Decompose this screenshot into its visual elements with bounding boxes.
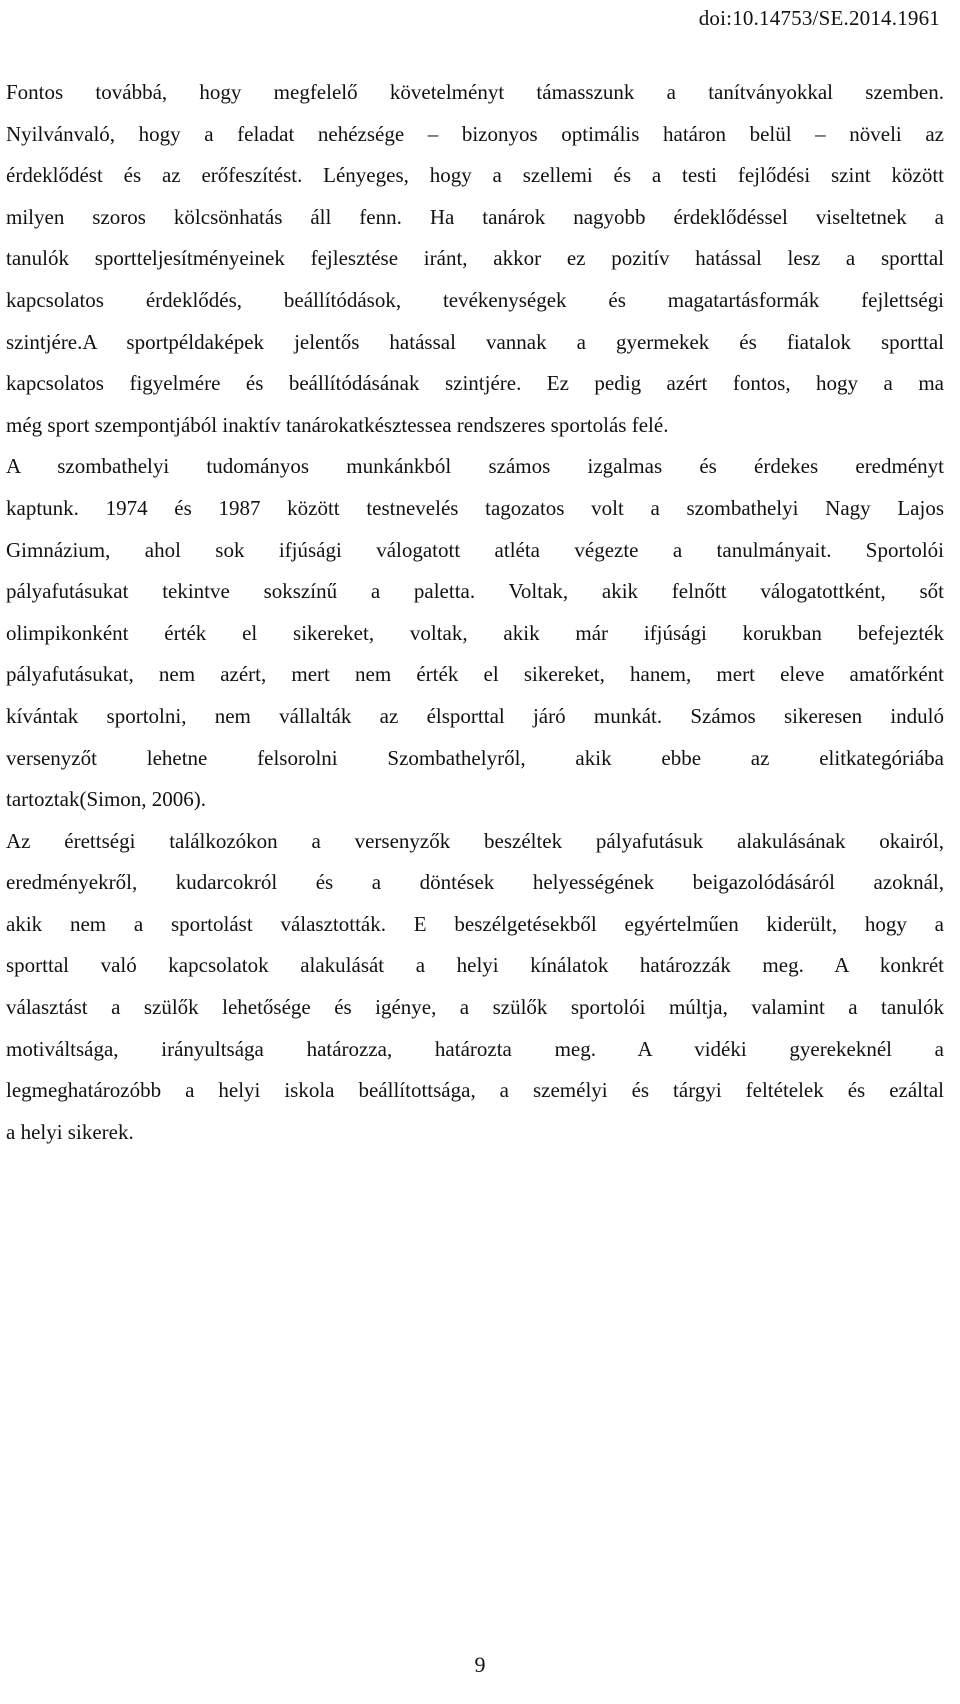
text-line: legmeghatározóbb a helyi iskola beállítottsága, a személyi és tárgyi feltételek és ezáltal	[6, 1078, 944, 1103]
text-line: kívántak sportolni, nem vállalták az élsporttal járó munkát. Számos sikeresen induló	[6, 703, 944, 728]
text-line: a helyi sikerek.	[6, 1119, 134, 1144]
text-line: Nyilvánvaló, hogy a feladat nehézsége – bizonyos optimális határon belül – növeli az	[6, 121, 944, 146]
text-line: kapcsolatos érdeklődés, beállítódások, tevékenységek és magatartásformák fejlettségi	[6, 287, 944, 312]
text-line: pályafutásukat, nem azért, mert nem érték el sikereket, hanem, mert eleve amatőrként	[6, 662, 944, 687]
page-number: 9	[474, 1652, 486, 1677]
text-line: Az érettségi találkozókon a versenyzők beszéltek pályafutásuk alakulásának okairól,	[6, 828, 944, 853]
text-line: tartoztak(Simon, 2006).	[6, 787, 207, 812]
text-line: pályafutásukat tekintve sokszínű a paletta. Voltak, akik felnőtt válogatottként, sőt	[6, 579, 944, 604]
text-line: eredményekről, kudarcokról és a döntések helyességének beigazolódásáról azoknál,	[6, 870, 944, 895]
body-text	[6, 72, 944, 1153]
text-line: milyen szoros kölcsönhatás áll fenn. Ha tanárok nagyobb érdeklődéssel viseltetnek a	[6, 204, 944, 229]
text-line: akik nem a sportolást választották. E beszélgetésekből egyértelműen kiderült, hogy a	[6, 911, 944, 936]
text-line: sporttal való kapcsolatok alakulását a helyi kínálatok határozzák meg. A konkrét	[6, 953, 944, 978]
text-line: választást a szülők lehetősége és igénye, a szülők sportolói múltja, valamint a tanulók	[6, 995, 944, 1020]
text-line: Gimnázium, ahol sok ifjúsági válogatott atléta végezte a tanulmányait. Sportolói	[6, 537, 944, 562]
doi-header: doi:10.14753/SE.2014.1961	[698, 6, 940, 30]
text-line: még sport szempontjából inaktív tanárokatkésztessea rendszeres sportolás felé.	[6, 412, 669, 437]
text-line: motiváltsága, irányultsága határozza, határozta meg. A vidéki gyerekeknél a	[6, 1036, 944, 1061]
text-line: szintjére.A sportpéldaképek jelentős hatással vannak a gyermekek és fiatalok sporttal	[6, 329, 944, 354]
text-line: érdeklődést és az erőfeszítést. Lényeges, hogy a szellemi és a testi fejlődési szint között	[6, 163, 944, 188]
text-line: A szombathelyi tudományos munkánkból számos izgalmas és érdekes eredményt	[6, 454, 944, 479]
text-line: tanulók sportteljesítményeinek fejlesztése iránt, akkor ez pozitív hatással lesz a sporttal	[6, 246, 944, 271]
text-line: olimpikonként érték el sikereket, voltak, akik már ifjúsági korukban befejezték	[6, 620, 944, 645]
text-line: versenyzőt lehetne felsorolni Szombathelyről, akik ebbe az elitkategóriába	[6, 745, 944, 770]
text-line: kapcsolatos figyelmére és beállítódásának szintjére. Ez pedig azért fontos, hogy a ma	[6, 371, 944, 396]
text-line: kaptunk. 1974 és 1987 között testnevelés tagozatos volt a szombathelyi Nagy Lajos	[6, 495, 944, 520]
text-line: Fontos továbbá, hogy megfelelő követelményt támasszunk a tanítványokkal szemben.	[6, 80, 944, 104]
